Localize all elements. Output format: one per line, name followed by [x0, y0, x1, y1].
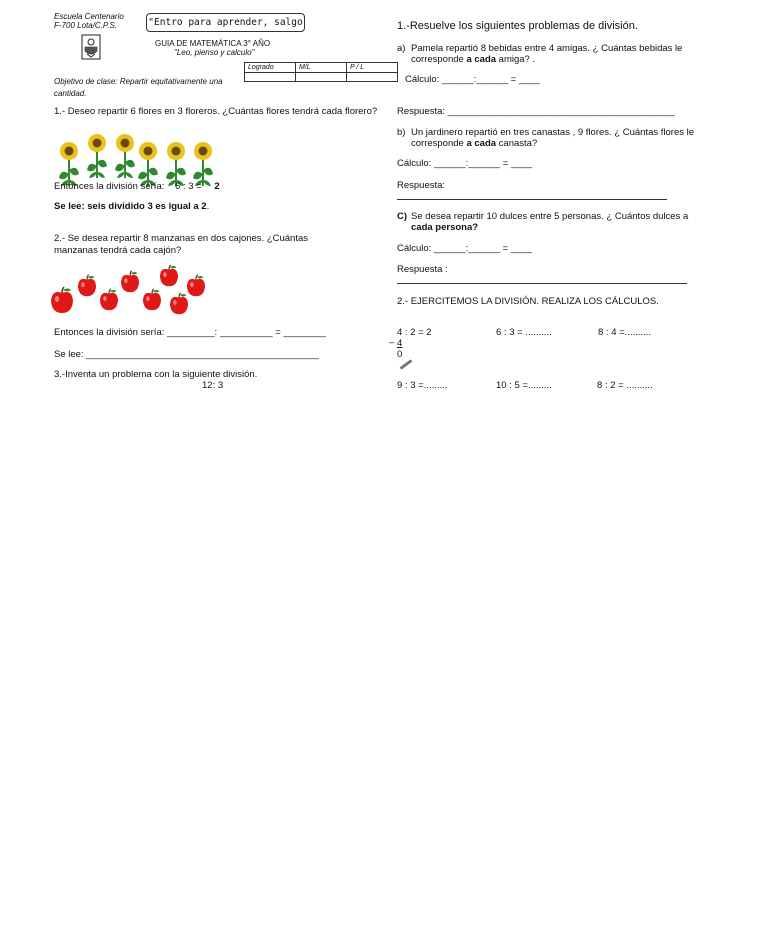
q1-division-result: 2 — [214, 181, 220, 192]
school-code: F-700 Lota/C.P.S. — [54, 21, 117, 30]
q1-division-label: Entonces la división sería: — [54, 181, 165, 192]
problem-b-answer-line[interactable] — [397, 199, 667, 200]
problem-a-answer[interactable]: Respuesta: ___________________________________________ — [397, 106, 675, 117]
problem-b-calc[interactable]: Cálculo: ______:______ = ____ — [397, 158, 532, 169]
motto-banner: "Entro para aprender, salgo — [146, 13, 305, 32]
q1-read-period: . — [206, 201, 210, 212]
problem-b-marker: b) — [397, 127, 406, 138]
apple-icon — [99, 288, 119, 311]
apples-illustration — [48, 262, 218, 318]
problem-b-line1: Un jardinero repartió en tres canastas , 9 flores. ¿ Cuántas flores le — [411, 127, 695, 138]
problem-c-marker: C) — [397, 211, 408, 222]
q2-read-line[interactable]: Se lee: ____________________________________________ — [54, 349, 319, 360]
eval-header-pl: P / L — [347, 63, 398, 73]
eval-cell[interactable] — [245, 73, 296, 82]
exercise-work-remainder: 0 — [397, 349, 403, 360]
q1-read-text: Se lee: seis dividido 3 es igual a 2 — [54, 201, 207, 212]
exercise-2[interactable]: 6 : 3 = .......... — [496, 327, 552, 338]
right-section-title: 1.-Resuelve los siguientes problemas de división. — [397, 20, 638, 32]
exercise-3[interactable]: 8 : 4 =.......... — [598, 327, 652, 338]
problem-b-bold: a cada — [466, 138, 497, 149]
eval-cell[interactable] — [347, 73, 398, 82]
guide-subtitle: "Leo, pienso y calculo" — [174, 48, 255, 57]
q2-division-line[interactable]: Entonces la división sería: _________: __________ = ________ — [54, 327, 326, 338]
question-3: 3.-Inventa un problema con la siguiente división. — [54, 369, 258, 380]
exercise-work-subtrahend: 4 — [397, 338, 403, 349]
problem-a-marker: a) — [397, 43, 406, 54]
school-name: Escuela Centenario — [54, 12, 124, 21]
exercise-6[interactable]: 8 : 2 = .......... — [597, 380, 653, 391]
problem-c-calc[interactable]: Cálculo: ______:______ = ____ — [397, 243, 532, 254]
apple-icon — [77, 274, 97, 297]
problem-a-line2-pre: corresponde — [411, 54, 467, 65]
apple-icon — [50, 286, 74, 314]
q1-division — [54, 181, 220, 192]
problem-a-bold: a cada — [466, 54, 497, 65]
exercise-title: 2.- EJERCITEMOS LA DIVISIÓN. REALIZA LOS CÁLCULOS. — [397, 296, 659, 307]
problem-c-line2: cada persona? — [411, 222, 479, 233]
apple-icon — [142, 288, 162, 311]
problem-a-line1: Pamela repartió 8 bebidas entre 4 amigas. ¿ Cuántas bebidas le — [411, 43, 683, 54]
exercise-5[interactable]: 10 : 5 =......... — [496, 380, 552, 391]
minus-sign: – — [389, 337, 395, 348]
q3-expression: 12: 3 — [202, 380, 224, 391]
apple-icon — [159, 264, 179, 287]
problem-a-line2-post: amiga? . — [496, 54, 536, 65]
eval-cell[interactable] — [296, 73, 347, 82]
problem-b-line2 — [411, 138, 537, 149]
q1-read — [54, 201, 209, 212]
problem-c-answer: Respuesta : — [397, 264, 448, 275]
problem-b-line2-post: canasta? — [496, 138, 538, 149]
question-2: 2.- Se desea repartir 8 manzanas en dos cajones. ¿Cuántas manzanas tendrá cada cajón? — [54, 233, 309, 256]
problem-c-line1: Se desea repartir 10 dulces entre 5 personas. ¿ Cuántos dulces a — [411, 211, 689, 222]
question-1: 1.- Deseo repartir 6 flores en 3 floreros. ¿Cuántas flores tendrá cada florero? — [54, 106, 378, 117]
pencil-icon — [399, 358, 413, 370]
eval-header-ml: M/L — [296, 63, 347, 73]
problem-b-line2-pre: corresponde — [411, 138, 467, 149]
guide-title: GUIA DE MATEMÁTICA 3° AÑO — [155, 39, 271, 48]
problem-b-answer: Respuesta: — [397, 180, 446, 191]
sunflower-icon — [114, 132, 136, 180]
apple-icon — [186, 274, 206, 297]
problem-a-line2 — [411, 54, 535, 65]
sunflower-icon — [86, 132, 108, 180]
eval-header-logrado: Logrado — [245, 63, 296, 73]
sunflowers-illustration — [58, 132, 218, 182]
q1-division-expr: 6 : 3 = — [175, 181, 202, 192]
problem-a-calc[interactable]: Cálculo: ______:______ = ____ — [405, 74, 540, 85]
problem-c-answer-line[interactable] — [397, 283, 687, 284]
class-objective: Objetivo de clase: Repartir equitativamente una cantidad. — [54, 77, 223, 98]
school-logo — [81, 34, 101, 60]
exercise-1: 4 : 2 = 2 — [397, 327, 432, 338]
evaluation-table — [244, 62, 398, 82]
apple-icon — [120, 270, 140, 293]
exercise-4[interactable]: 9 : 3 =......... — [397, 380, 448, 391]
